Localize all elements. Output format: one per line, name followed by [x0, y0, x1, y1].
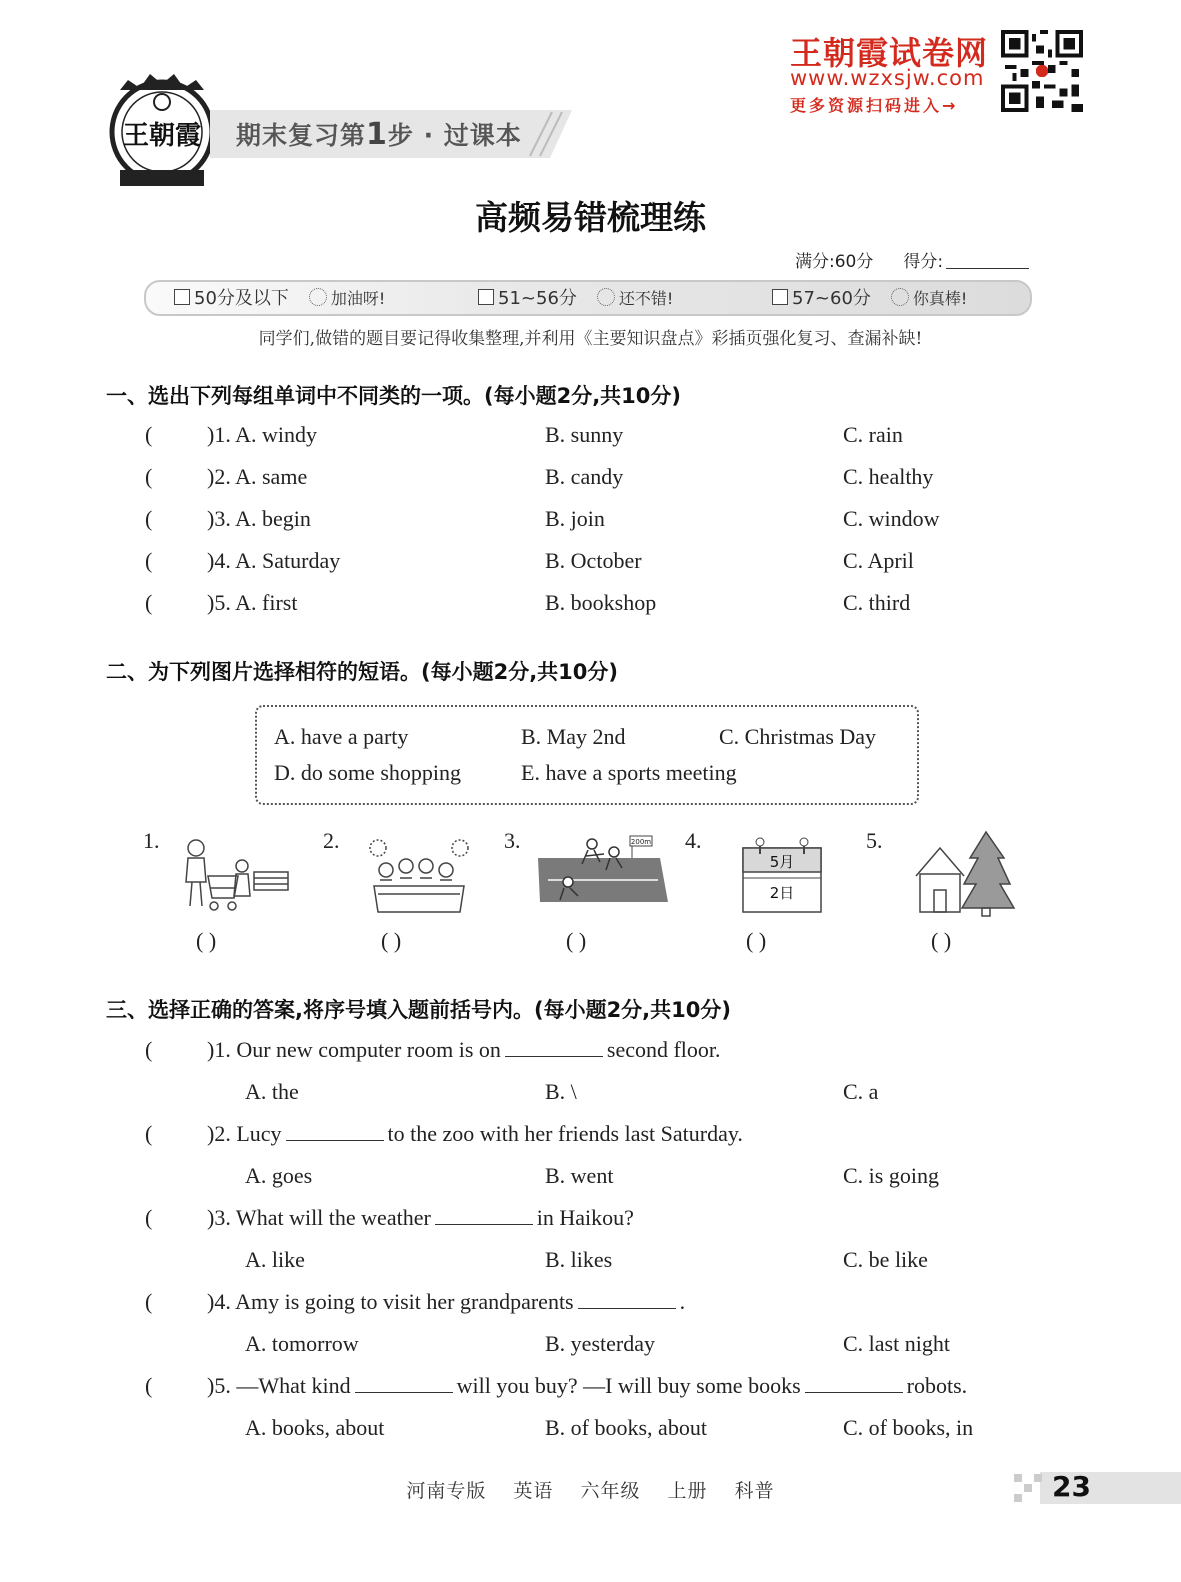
answer-blank[interactable]: ( )	[381, 928, 402, 953]
s3-option-c: C. a	[843, 1079, 879, 1104]
fill-blank[interactable]	[435, 1206, 533, 1225]
s1-question-2: ( )2. A. same	[145, 464, 308, 489]
s3-option-a: A. tomorrow	[245, 1331, 359, 1356]
fill-blank[interactable]	[805, 1374, 903, 1393]
banner-step-number: 1	[366, 117, 388, 152]
question-stem: )5. A. first	[207, 590, 298, 615]
phrase-option-a: A. have a party	[274, 724, 409, 749]
s1-option-c: C. window	[843, 506, 940, 531]
band-cheer: 还不错!	[618, 288, 674, 308]
s1-option-b: B. join	[545, 506, 605, 531]
band-item-high	[772, 284, 967, 310]
s3-option-a: A. like	[245, 1247, 305, 1272]
brand-url[interactable]: www.wzxsjw.com	[790, 66, 985, 90]
picture-shopping	[180, 836, 292, 916]
band-range: 57~60分	[792, 288, 871, 309]
calendar-day: 2日	[769, 884, 795, 902]
picture-number: 1.	[143, 828, 160, 853]
s3-option-c: C. be like	[843, 1247, 928, 1272]
qr-code-icon[interactable]	[1001, 30, 1083, 112]
brand-logo-seal	[106, 68, 218, 192]
calendar-month: 5月	[769, 853, 795, 871]
fill-blank[interactable]	[578, 1290, 676, 1309]
question-stem: )4. A. Saturday	[207, 548, 341, 573]
s3-option-a: A. books, about	[245, 1415, 385, 1440]
checkbox[interactable]	[772, 289, 788, 305]
s3-question-2: ( )2. Lucy to the zoo with her friends last Saturday.	[145, 1121, 743, 1146]
band-range: 50分及以下	[194, 288, 289, 309]
question-stem-end: to the zoo with her friends last Saturday.	[387, 1121, 743, 1146]
checkbox[interactable]	[174, 289, 190, 305]
question-stem-end: .	[679, 1289, 686, 1314]
s1-question-5: ( )5. A. first	[145, 590, 298, 615]
s3-question-3: ( )3. What will the weather in Haikou?	[145, 1205, 634, 1230]
question-stem: )1. Our new computer room is on	[207, 1037, 501, 1062]
track-sign-text: 200m	[630, 838, 652, 846]
footer-term: 上册	[667, 1480, 708, 1502]
s1-option-b: B. candy	[545, 464, 624, 489]
s3-question-1: ( )1. Our new computer room is on second floor.	[145, 1037, 721, 1062]
page-title: 高频易错梳理练	[475, 198, 706, 237]
s3-option-b: B. went	[545, 1163, 614, 1188]
band-item-mid	[478, 284, 673, 310]
footer-publisher: 科普	[734, 1480, 775, 1502]
s1-question-3: ( )3. A. begin	[145, 506, 311, 531]
s1-option-c: C. third	[843, 590, 911, 615]
s3-option-c: C. is going	[843, 1163, 939, 1188]
s1-option-c: C. rain	[843, 422, 903, 447]
phrase-option-b: B. May 2nd	[521, 724, 626, 749]
picture-sports-meeting	[538, 834, 668, 906]
phrase-option-d: D. do some shopping	[274, 760, 461, 785]
section3-heading: 三、选择正确的答案,将序号填入题前括号内。(每小题2分,共10分)	[106, 998, 731, 1022]
smiley-icon	[309, 288, 327, 306]
fill-blank[interactable]	[286, 1122, 384, 1141]
band-range: 51~56分	[498, 288, 577, 309]
question-stem: )2. Lucy	[207, 1121, 282, 1146]
brand-scan-hint: 更多资源扫码进入→	[790, 96, 959, 115]
s1-option-c: C. April	[843, 548, 914, 573]
s3-option-b: B. of books, about	[545, 1415, 707, 1440]
review-step-banner	[236, 116, 522, 152]
question-stem-end: robots.	[906, 1373, 968, 1398]
band-item-low	[174, 284, 385, 310]
footer-grade: 六年级	[580, 1480, 641, 1502]
s3-option-b: B. \	[545, 1079, 577, 1104]
fill-blank[interactable]	[355, 1374, 453, 1393]
band-cheer: 加油呀!	[330, 288, 386, 308]
s1-option-b: B. October	[545, 548, 642, 573]
s3-option-b: B. yesterday	[545, 1331, 655, 1356]
footer-edition: 河南专版	[406, 1480, 487, 1502]
answer-blank[interactable]: ( )	[746, 928, 767, 953]
score-box	[795, 247, 943, 272]
full-score: 满分:60分	[795, 252, 874, 272]
page-number: 23	[1052, 1470, 1091, 1503]
answer-blank[interactable]: ( )	[566, 928, 587, 953]
footer	[0, 1476, 1181, 1503]
brand-title: 王朝霞试卷网	[790, 34, 989, 72]
s3-question-4: ( )4. Amy is going to visit her grandparents .	[145, 1289, 686, 1314]
s1-question-4: ( )4. A. Saturday	[145, 548, 341, 573]
question-stem-mid: will you buy? —I will buy some books	[456, 1373, 801, 1398]
phrase-option-e: E. have a sports meeting	[521, 760, 737, 785]
study-note: 同学们,做错的题目要记得收集整理,并利用《主要知识盘点》彩插页强化复习、查漏补缺!	[258, 329, 923, 349]
question-stem: )3. A. begin	[207, 506, 311, 531]
phrase-option-c: C. Christmas Day	[719, 724, 877, 749]
s3-question-5: ( )5. —What kind will you buy? —I will buy some books robots.	[145, 1373, 968, 1398]
question-stem: )1. A. windy	[207, 422, 317, 447]
question-stem: )4. Amy is going to visit her grandparents	[207, 1289, 574, 1314]
fill-blank[interactable]	[505, 1038, 603, 1057]
s1-question-1: ( )1. A. windy	[145, 422, 317, 447]
smiley-icon	[597, 288, 615, 306]
picture-party	[364, 836, 474, 918]
picture-christmas	[910, 828, 1022, 918]
section1-heading: 一、选出下列每组单词中不同类的一项。(每小题2分,共10分)	[106, 384, 682, 408]
s3-option-c: C. last night	[843, 1331, 950, 1356]
picture-number: 4.	[685, 828, 702, 853]
picture-number: 3.	[504, 828, 521, 853]
banner-post: 步 · 过课本	[387, 121, 522, 150]
picture-number: 2.	[323, 828, 340, 853]
s1-option-b: B. bookshop	[545, 590, 657, 615]
question-stem: )2. A. same	[207, 464, 308, 489]
checkbox[interactable]	[478, 289, 494, 305]
score-label: 得分:	[903, 252, 944, 272]
picture-number: 5.	[866, 828, 883, 853]
band-cheer: 你真棒!	[912, 288, 968, 308]
score-input-line[interactable]	[946, 268, 1029, 269]
s1-option-b: B. sunny	[545, 422, 624, 447]
answer-blank[interactable]: ( )	[931, 928, 952, 953]
s3-option-a: A. goes	[245, 1163, 313, 1188]
s3-option-b: B. likes	[545, 1247, 613, 1272]
smiley-icon	[891, 288, 909, 306]
question-stem: )3. What will the weather	[207, 1205, 431, 1230]
page-corner-decoration	[1014, 1474, 1050, 1504]
s1-option-c: C. healthy	[843, 464, 934, 489]
s3-option-c: C. of books, in	[843, 1415, 974, 1440]
answer-blank[interactable]: ( )	[196, 928, 217, 953]
question-stem: )5. —What kind	[207, 1373, 351, 1398]
banner-pre: 期末复习第	[236, 121, 367, 150]
footer-subject: 英语	[513, 1480, 554, 1502]
phrase-options-box	[255, 705, 919, 805]
question-stem-end: second floor.	[606, 1037, 721, 1062]
section2-heading: 二、为下列图片选择相符的短语。(每小题2分,共10分)	[106, 660, 619, 684]
picture-calendar	[740, 834, 824, 914]
s3-option-a: A. the	[245, 1079, 299, 1104]
logo-text: 王朝霞	[122, 121, 202, 151]
question-stem-end: in Haikou?	[536, 1205, 634, 1230]
